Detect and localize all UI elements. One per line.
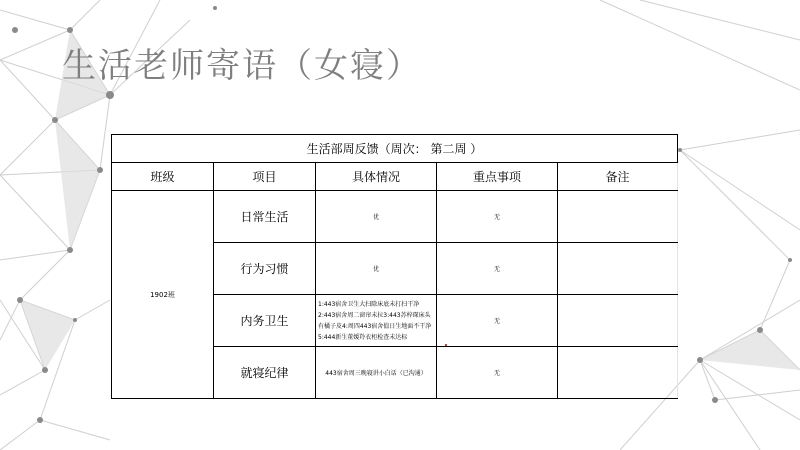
header-notes: 备注 (558, 163, 678, 191)
table-caption: 生活部周反馈（周次： 第二周 ） (112, 135, 678, 163)
key-cell: 无 (437, 295, 558, 347)
note-cell (558, 191, 678, 243)
header-detail: 具体情况 (316, 163, 437, 191)
header-item: 项目 (214, 163, 316, 191)
detail-cell: 443宿舍周三晚寝讲小白话（已沟通） (316, 347, 437, 399)
item-cell: 行为习惯 (214, 243, 316, 295)
header-class: 班级 (112, 163, 214, 191)
note-cell (558, 243, 678, 295)
table-row (112, 191, 678, 243)
detail-cell: 优 (316, 191, 437, 243)
item-cell: 日常生活 (214, 191, 316, 243)
weekly-feedback-table (111, 134, 678, 399)
item-cell: 内务卫生 (214, 295, 316, 347)
detail-cell: 优 (316, 243, 437, 295)
key-cell: 无 (437, 347, 558, 399)
item-cell: 就寝纪律 (214, 347, 316, 399)
note-cell (558, 347, 678, 399)
key-cell: 无 (437, 191, 558, 243)
key-cell: 无 (437, 243, 558, 295)
detail-cell: 1:443宿舍卫生大扫除床底未打扫干净2:443宿舍周二窗帘未拉3:443苏梓琛床头有橘子皮4:周四443宿舍值日生地面不干净5:444新生董媛羚衣柜检查未达标 (316, 295, 437, 347)
note-cell (558, 295, 678, 347)
table-header-row (112, 163, 678, 191)
slide-title: 生活老师寄语（女寝） (62, 46, 422, 86)
class-cell: 1902班 (112, 191, 214, 399)
red-dot-mark (445, 344, 447, 346)
header-key-points: 重点事项 (437, 163, 558, 191)
